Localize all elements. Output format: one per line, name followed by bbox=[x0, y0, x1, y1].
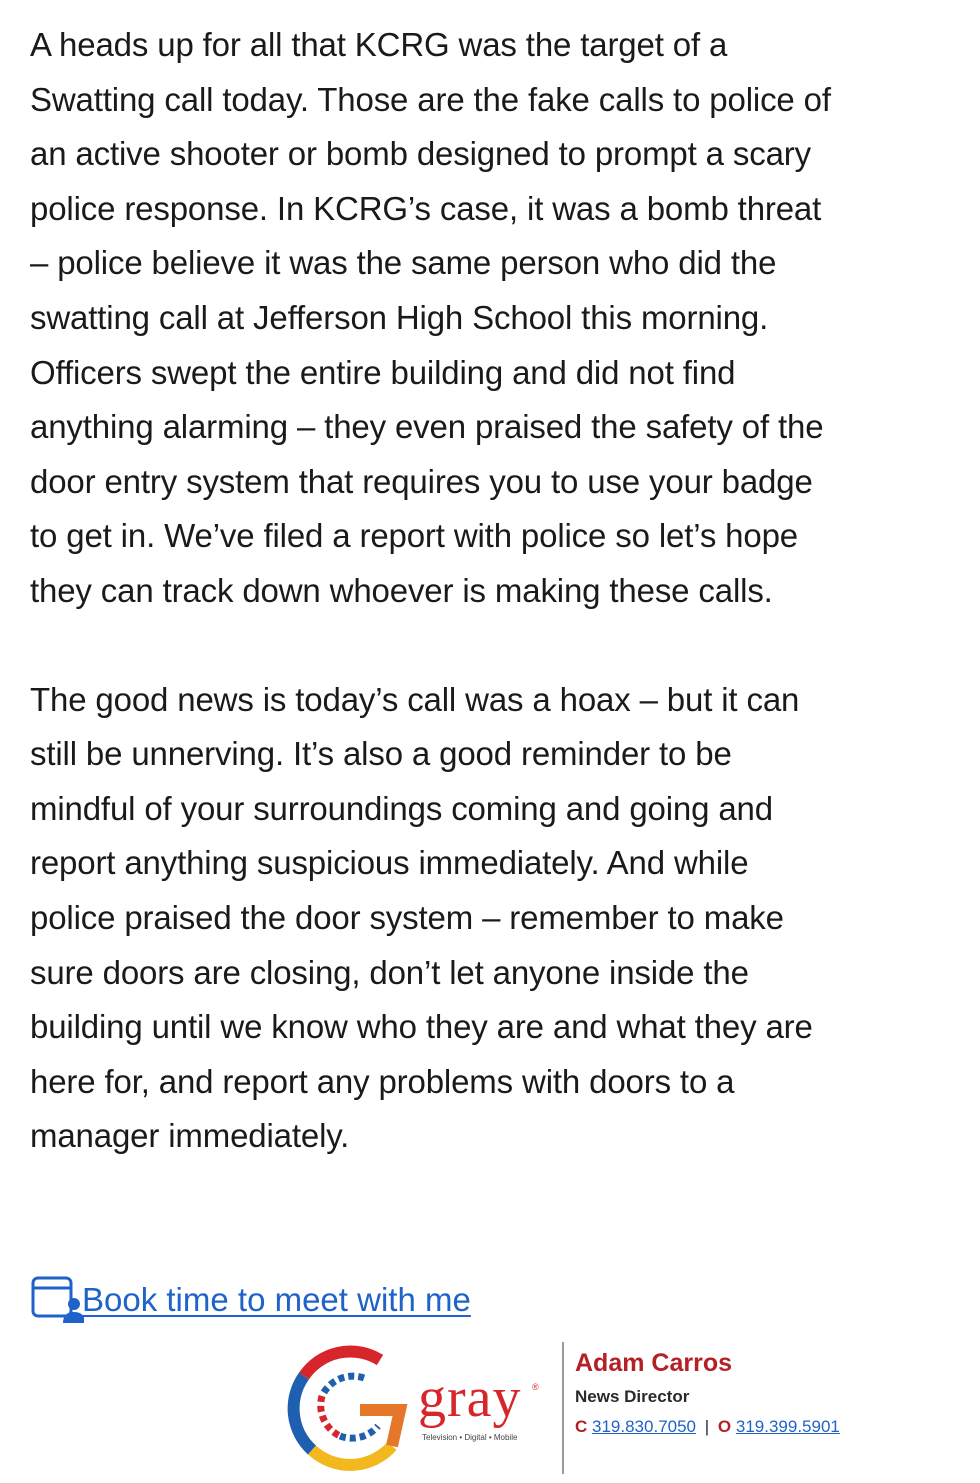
calendar-person-icon[interactable] bbox=[30, 1273, 84, 1327]
booking-link-row[interactable] bbox=[30, 1268, 471, 1332]
logo-registered-mark: ® bbox=[532, 1382, 539, 1392]
logo-wordmark: gray bbox=[418, 1367, 522, 1429]
cell-phone-link[interactable]: 319.830.7050 bbox=[592, 1417, 697, 1436]
email-paragraph-2: The good news is today’s call was a hoax – but it can still be unnerving. It’s also a good reminder to be mindful of your surroundings coming and going and report anything suspicious immediately. And while police praised the door system – remember to make sure doors are closing, don’t let anyone inside the building until we know who they are and what they are here for, and report any problems with doors to a manager immediately. bbox=[30, 680, 813, 1155]
cell-phone-label: C bbox=[575, 1417, 588, 1436]
email-signature bbox=[0, 1338, 980, 1478]
signature-divider bbox=[562, 1342, 564, 1474]
office-phone-label: O bbox=[717, 1417, 732, 1436]
office-phone-link[interactable]: 319.399.5901 bbox=[735, 1417, 840, 1436]
signature-details bbox=[575, 1346, 840, 1442]
signature-phones bbox=[575, 1412, 840, 1442]
signature-name: Adam Carros bbox=[575, 1349, 732, 1377]
logo-tagline: Television • Digital • Mobile bbox=[422, 1433, 518, 1442]
book-time-link[interactable]: Book time to meet with me bbox=[82, 1281, 471, 1318]
phone-separator: | bbox=[704, 1417, 710, 1436]
email-paragraph-1: A heads up for all that KCRG was the target of a Swatting call today. Those are the fake calls to police of an active shooter or bomb designed to prompt a scary police response. In KCRG’s case, it was a bomb threat – police believe it was the same person who did the swatting call at Jefferson High School this morning. Officers swept the entire building and did not find anything alarming – they even praised the safety of the door entry system that requires you to use your badge to get in. We’ve filed a report with police so let’s hope they can track down whoever is making these calls. bbox=[30, 26, 831, 609]
signature-title: News Director bbox=[575, 1387, 690, 1406]
gray-logo-mark-icon bbox=[282, 1338, 432, 1478]
email-body bbox=[30, 18, 975, 1164]
gray-logo bbox=[282, 1338, 552, 1478]
